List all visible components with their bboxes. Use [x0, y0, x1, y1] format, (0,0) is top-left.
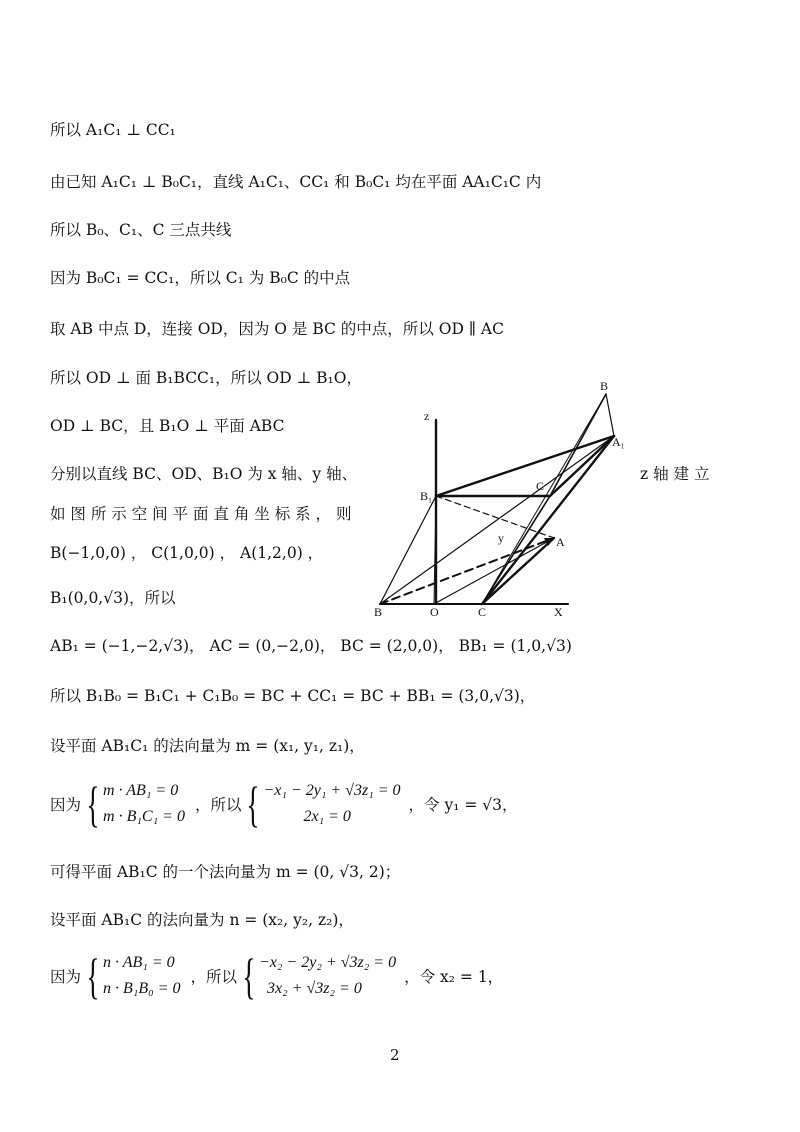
label-o: O — [430, 605, 439, 618]
system1-left-eq2: m · B₁C₁ = 0 — [103, 808, 185, 825]
system1-mid: ，所以 — [194, 796, 242, 814]
edge-c1-a1 — [550, 436, 614, 496]
system2-right — [259, 950, 396, 1002]
system2-suffix: ，令 x₂ = 1， — [404, 968, 504, 986]
side-text: z 轴 建 立 — [640, 465, 710, 483]
text-line-6: 所以 OD ⊥ 面 B₁BCC₁，所以 OD ⊥ B₁O， — [50, 369, 362, 387]
system2-left — [103, 950, 180, 1002]
label-a1: A₁ — [612, 435, 625, 449]
system2-prefix: 因为 — [50, 968, 82, 986]
text-line-3: 所以 B₀、C₁、C 三点共线 — [50, 221, 232, 239]
edge-b0-c — [482, 394, 606, 604]
label-a: A — [556, 535, 565, 549]
edge-b-b1 — [380, 496, 436, 604]
label-b0: B — [600, 379, 609, 393]
equation-system-1 — [50, 778, 518, 830]
geometry-figure — [368, 376, 640, 618]
system2-left-eq1: n · AB₁ = 0 — [103, 954, 175, 971]
system1-right-eq1: −x₁ − 2y₁ + √3z₁ = 0 — [263, 782, 401, 799]
label-b: B — [374, 605, 383, 618]
system2-left-eq2: n · B₁B₀ = 0 — [103, 980, 181, 997]
left-brace: { — [246, 776, 261, 832]
page-number: 2 — [390, 1046, 400, 1064]
text-line-7: OD ⊥ BC，且 B₁O ⊥ 平面 ABC — [50, 417, 285, 435]
left-brace: { — [86, 776, 100, 832]
equation-system-2 — [50, 950, 503, 1002]
system1-left — [103, 778, 185, 830]
edge-b0-a1 — [606, 394, 614, 436]
text-line-10: B(−1,0,0) ， C(1,0,0) ， A(1,2,0) ， — [50, 544, 324, 562]
system1-suffix: ，令 y₁ = √3， — [408, 796, 518, 814]
text-line-8: 分别以直线 BC、OD、B₁O 为 x 轴、y 轴、 — [50, 465, 358, 483]
system2-mid: ，所以 — [190, 968, 237, 986]
system1-prefix: 因为 — [50, 796, 82, 814]
text-line-5: 取 AB 中点 D，连接 OD，因为 O 是 BC 的中点，所以 OD ∥ AC — [50, 320, 504, 338]
edge-b1-a1 — [436, 436, 614, 496]
left-brace: { — [242, 948, 256, 1004]
system1-left-eq1: m · AB₁ = 0 — [103, 782, 179, 799]
text-line-14: 设平面 AB₁C₁ 的法向量为 m = (x₁, y₁, z₁)， — [50, 737, 365, 755]
text-line-16: 设平面 AB₁C 的法向量为 n = (x₂, y₂, z₂)， — [50, 911, 354, 929]
text-line-2: 由已知 A₁C₁ ⊥ B₀C₁，直线 A₁C₁、CC₁ 和 B₀C₁ 均在平面 AA₁C₁C 内 — [50, 173, 542, 191]
text-line-13: 所以 B₁B₀ = B₁C₁ + C₁B₀ = BC + CC₁ = BC + BB₁ = (3,0,√3)， — [50, 687, 536, 705]
edge-b-a — [380, 538, 554, 604]
text-line-11: B₁(0,0,√3)，所以 — [50, 589, 176, 607]
system1-right-eq2: 2x₁ = 0 — [303, 808, 351, 825]
label-y: y — [498, 531, 504, 545]
system2-right-eq1: −x₂ − 2y₂ + √3z₂ = 0 — [259, 954, 397, 971]
text-line-15: 可得平面 AB₁C 的一个法向量为 m = (0, √3, 2)； — [50, 863, 401, 881]
text-line-4: 因为 B₀C₁ = CC₁，所以 C₁ 为 B₀C 的中点 — [50, 269, 351, 287]
text-line-9: 如 图 所 示 空 间 平 面 直 角 坐 标 系 ， 则 — [50, 505, 352, 523]
text-line-12: AB₁ = (−1,−2,√3)， AC = (0,−2,0)， BC = (2,0,0)， BB₁ = (1,0,√3) — [50, 637, 572, 655]
left-brace: { — [86, 948, 100, 1004]
label-x: X — [554, 605, 563, 618]
system2-right-eq2: 3x₂ + √3z₂ = 0 — [267, 980, 362, 997]
text-line-1: 所以 A₁C₁ ⊥ CC₁ — [50, 121, 176, 139]
label-z: z — [424, 409, 430, 423]
label-c1: C — [536, 479, 545, 493]
system1-right — [263, 778, 400, 830]
label-c: C — [478, 605, 487, 618]
label-b1: B₁ — [420, 489, 433, 503]
